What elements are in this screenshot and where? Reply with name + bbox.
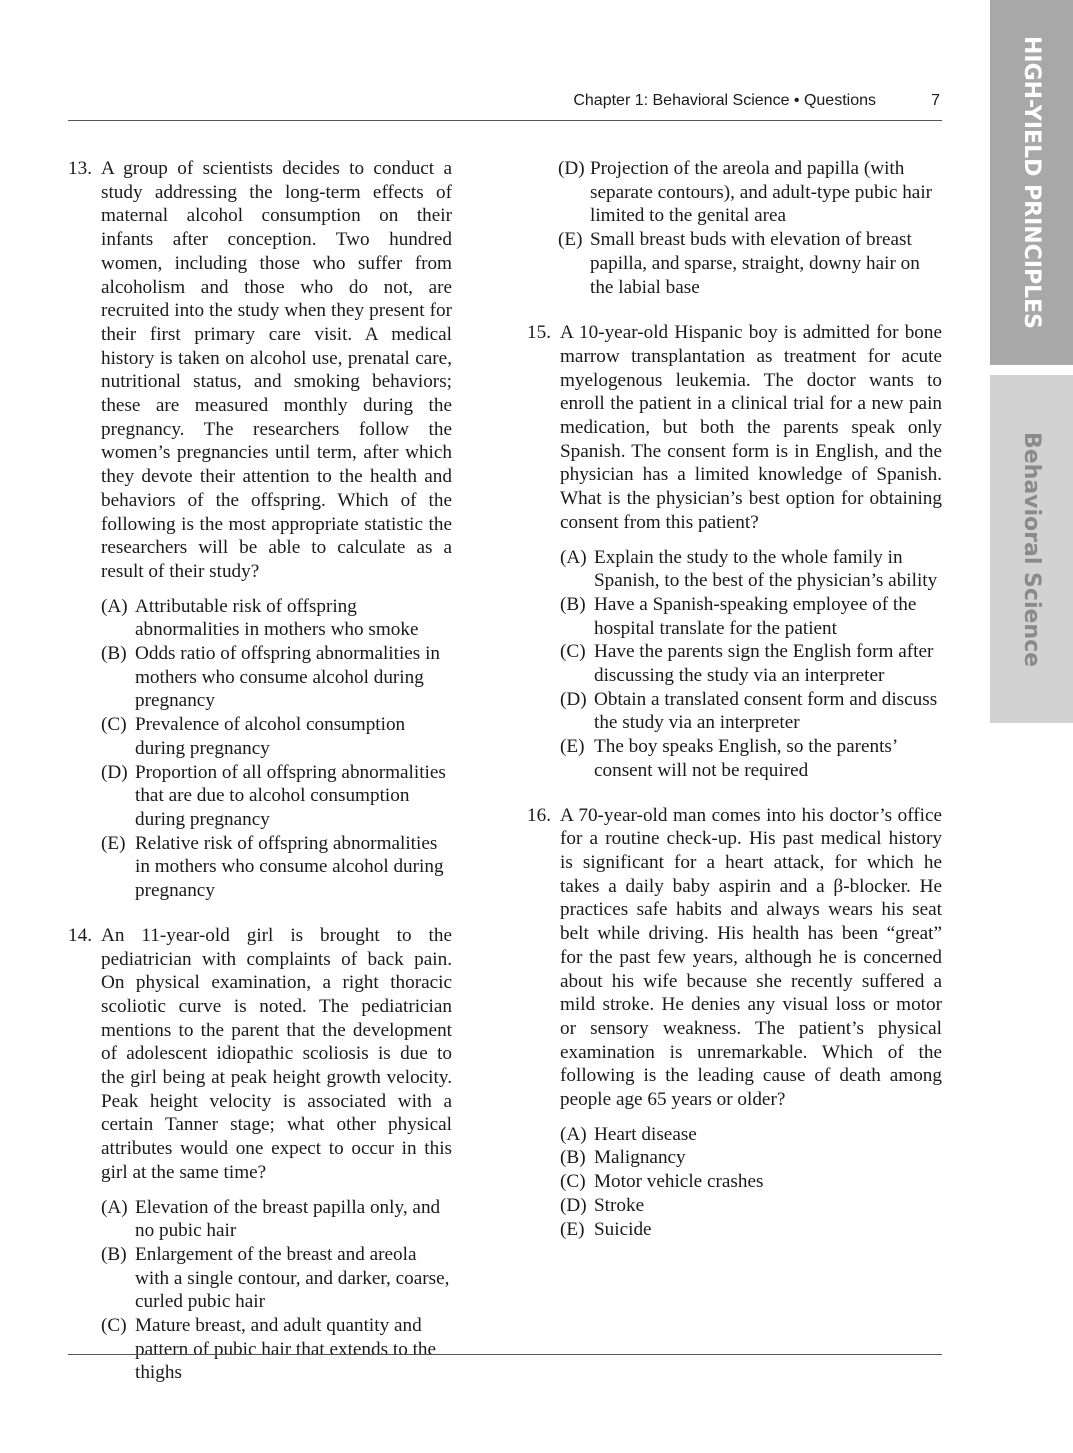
question-number: 15. xyxy=(527,322,551,344)
option-letter: (D) xyxy=(101,761,128,783)
option-letter: (A) xyxy=(101,595,128,617)
option-letter: (D) xyxy=(558,158,585,179)
option-text: Have the parents sign the English form after discussing the study via an interpreter xyxy=(594,641,934,687)
answer-options xyxy=(101,1196,452,1386)
answer-option xyxy=(560,1123,942,1147)
answer-option xyxy=(560,688,942,735)
option-text: Mature breast, and adult quantity and pattern of pubic hair that extends to the thighs xyxy=(135,1315,437,1384)
answer-option xyxy=(558,228,942,299)
option-letter: (B) xyxy=(101,643,127,665)
answer-option xyxy=(101,832,452,903)
running-header xyxy=(68,92,942,121)
question-14 xyxy=(68,924,452,1385)
option-text: Odds ratio of offspring abnormalities in mothers who consume alcohol during pregnancy xyxy=(135,643,440,712)
answer-option xyxy=(560,1218,942,1242)
option-text: Projection of the areola and papilla (with separate contours), and adult-type pubic hair limited to the genital area xyxy=(590,158,933,227)
option-letter: (A) xyxy=(560,546,587,568)
option-letter: (E) xyxy=(560,1218,585,1240)
answer-option xyxy=(560,735,942,782)
answer-option xyxy=(560,546,942,593)
question-15 xyxy=(527,321,942,782)
side-tab-label: Behavioral Science xyxy=(1019,431,1044,667)
option-text: Small breast buds with elevation of breast papilla, and sparse, straight, downy hair on the labial base xyxy=(590,229,920,298)
option-text: Elevation of the breast papilla only, and no pubic hair xyxy=(135,1196,441,1242)
page-number: 7 xyxy=(931,92,940,109)
answer-option xyxy=(101,761,452,832)
answer-option xyxy=(101,713,452,760)
option-text: Obtain a translated consent form and discuss the study via an interpreter xyxy=(594,688,938,734)
option-text: Prevalence of alcohol consumption during pregnancy xyxy=(135,714,406,759)
option-letter: (C) xyxy=(560,1171,586,1193)
question-stem: A 10-year-old Hispanic boy is admitted for bone marrow transplantation as treatment for acute myelogenous leukemia. The doctor wants to enroll the patient in a clinical trial for a new pain medication, but both the parents speak only Spanish. The consent form is in English, and the physician has a limited knowledge of Spanish. What is the physician’s best option for obtaining consent from this patient? xyxy=(560,322,942,533)
option-letter: (B) xyxy=(560,593,586,615)
option-letter: (A) xyxy=(101,1196,128,1218)
answer-option xyxy=(560,1146,942,1170)
side-tab-behavioral-science xyxy=(990,375,1073,723)
option-text: Relative risk of offspring abnormalities in mothers who consume alcohol during pregnancy xyxy=(135,832,444,902)
option-text: Have a Spanish-speaking employee of the hospital translate for the patient xyxy=(594,593,917,639)
option-text: Heart disease xyxy=(594,1123,697,1145)
option-letter: (D) xyxy=(560,1194,587,1216)
question-number: 14. xyxy=(68,924,92,946)
question-16 xyxy=(527,804,942,1242)
option-letter: (C) xyxy=(560,641,586,663)
answer-option xyxy=(101,1243,452,1314)
question-14-continued xyxy=(527,157,942,299)
question-stem: A 70-year-old man comes into his doctor’s office for a routine check-up. His past medical history is significant for a heart attack, for which he takes a daily baby aspirin and a β-blocker. He practices safe habits and always wears his seat belt while driving. His health has been “great” for the past few years, although he is concerned about his wife because she recently suffered a mild stroke. He denies any visual loss or motor or sensory weakness. The patient’s physical examination is unremarkable. Which of the following is the leading cause of death among people age 65 years or older? xyxy=(560,804,942,1111)
option-letter: (B) xyxy=(101,1243,127,1265)
footer-rule xyxy=(68,1354,942,1355)
option-text: Explain the study to the whole family in Spanish, to the best of the physician’s ability xyxy=(594,546,938,592)
answer-option xyxy=(558,157,942,228)
answer-option xyxy=(560,640,942,687)
answer-option xyxy=(101,1314,452,1385)
option-text: Enlargement of the breast and areola with a single contour, and darker, coarse, curled pubic hair xyxy=(135,1243,450,1313)
option-letter: (D) xyxy=(560,688,587,710)
side-tab-high-yield-principles xyxy=(990,0,1073,365)
option-text: Suicide xyxy=(594,1218,652,1240)
question-stem: A group of scientists decides to conduct a study addressing the long-term effects of maternal alcohol consumption on their infants after conception. Two hundred women, including those who suffer from alcoholism and those who do not, are recruited into the study when they present for their first primary care visit. A medical history is taken on alcohol use, prenatal care, nutritional status, and smoking behaviors; these are measured monthly during the pregnancy. The researchers follow the women’s pregnancies until term, after which they devote their attention to the health and behaviors of the offspring. Which of the following is the most appropriate statistic the researchers will be able to calculate as a result of their study? xyxy=(101,158,452,582)
option-text: Malignancy xyxy=(594,1147,686,1169)
option-letter: (E) xyxy=(560,736,585,758)
question-number: 13. xyxy=(68,158,92,179)
answer-option xyxy=(101,1196,452,1243)
answer-option xyxy=(101,595,452,642)
option-letter: (A) xyxy=(560,1123,587,1145)
option-letter: (E) xyxy=(558,229,583,251)
option-letter: (C) xyxy=(101,1315,127,1337)
right-column xyxy=(527,157,942,1262)
answer-option xyxy=(560,593,942,640)
answer-option xyxy=(560,1194,942,1218)
question-13 xyxy=(68,157,452,903)
option-text: Stroke xyxy=(594,1194,645,1216)
left-column xyxy=(68,157,452,1406)
option-letter: (E) xyxy=(101,832,126,854)
answer-option xyxy=(560,1170,942,1194)
question-number: 16. xyxy=(527,804,551,826)
answer-options xyxy=(560,1123,942,1242)
side-tab-label: HIGH-YIELD PRINCIPLES xyxy=(1019,35,1044,330)
answer-options xyxy=(560,546,942,783)
answer-options xyxy=(101,595,452,903)
option-letter: (C) xyxy=(101,714,127,736)
option-text: Proportion of all offspring abnormalities that are due to alcohol consumption during pregnancy xyxy=(135,761,446,830)
question-stem: An 11-year-old girl is brought to the pediatrician with complaints of back pain. On physical examination, a right thoracic scoliotic curve is noted. The pediatrician mentions to the parent that the development of adolescent idiopathic scoliosis is due to the girl being at peak height growth velocity. Peak height velocity is associated with a certain Tanner stage; what other physical attributes would one expect to occur in this girl at the same time? xyxy=(101,924,452,1183)
option-text: The boy speaks English, so the parents’ consent will not be required xyxy=(594,736,897,781)
option-letter: (B) xyxy=(560,1147,586,1169)
option-text: Motor vehicle crashes xyxy=(594,1171,764,1193)
chapter-title: Chapter 1: Behavioral Science • Questions xyxy=(573,92,876,109)
option-text: Attributable risk of offspring abnormalities in mothers who smoke xyxy=(135,595,419,641)
answer-option xyxy=(101,642,452,713)
